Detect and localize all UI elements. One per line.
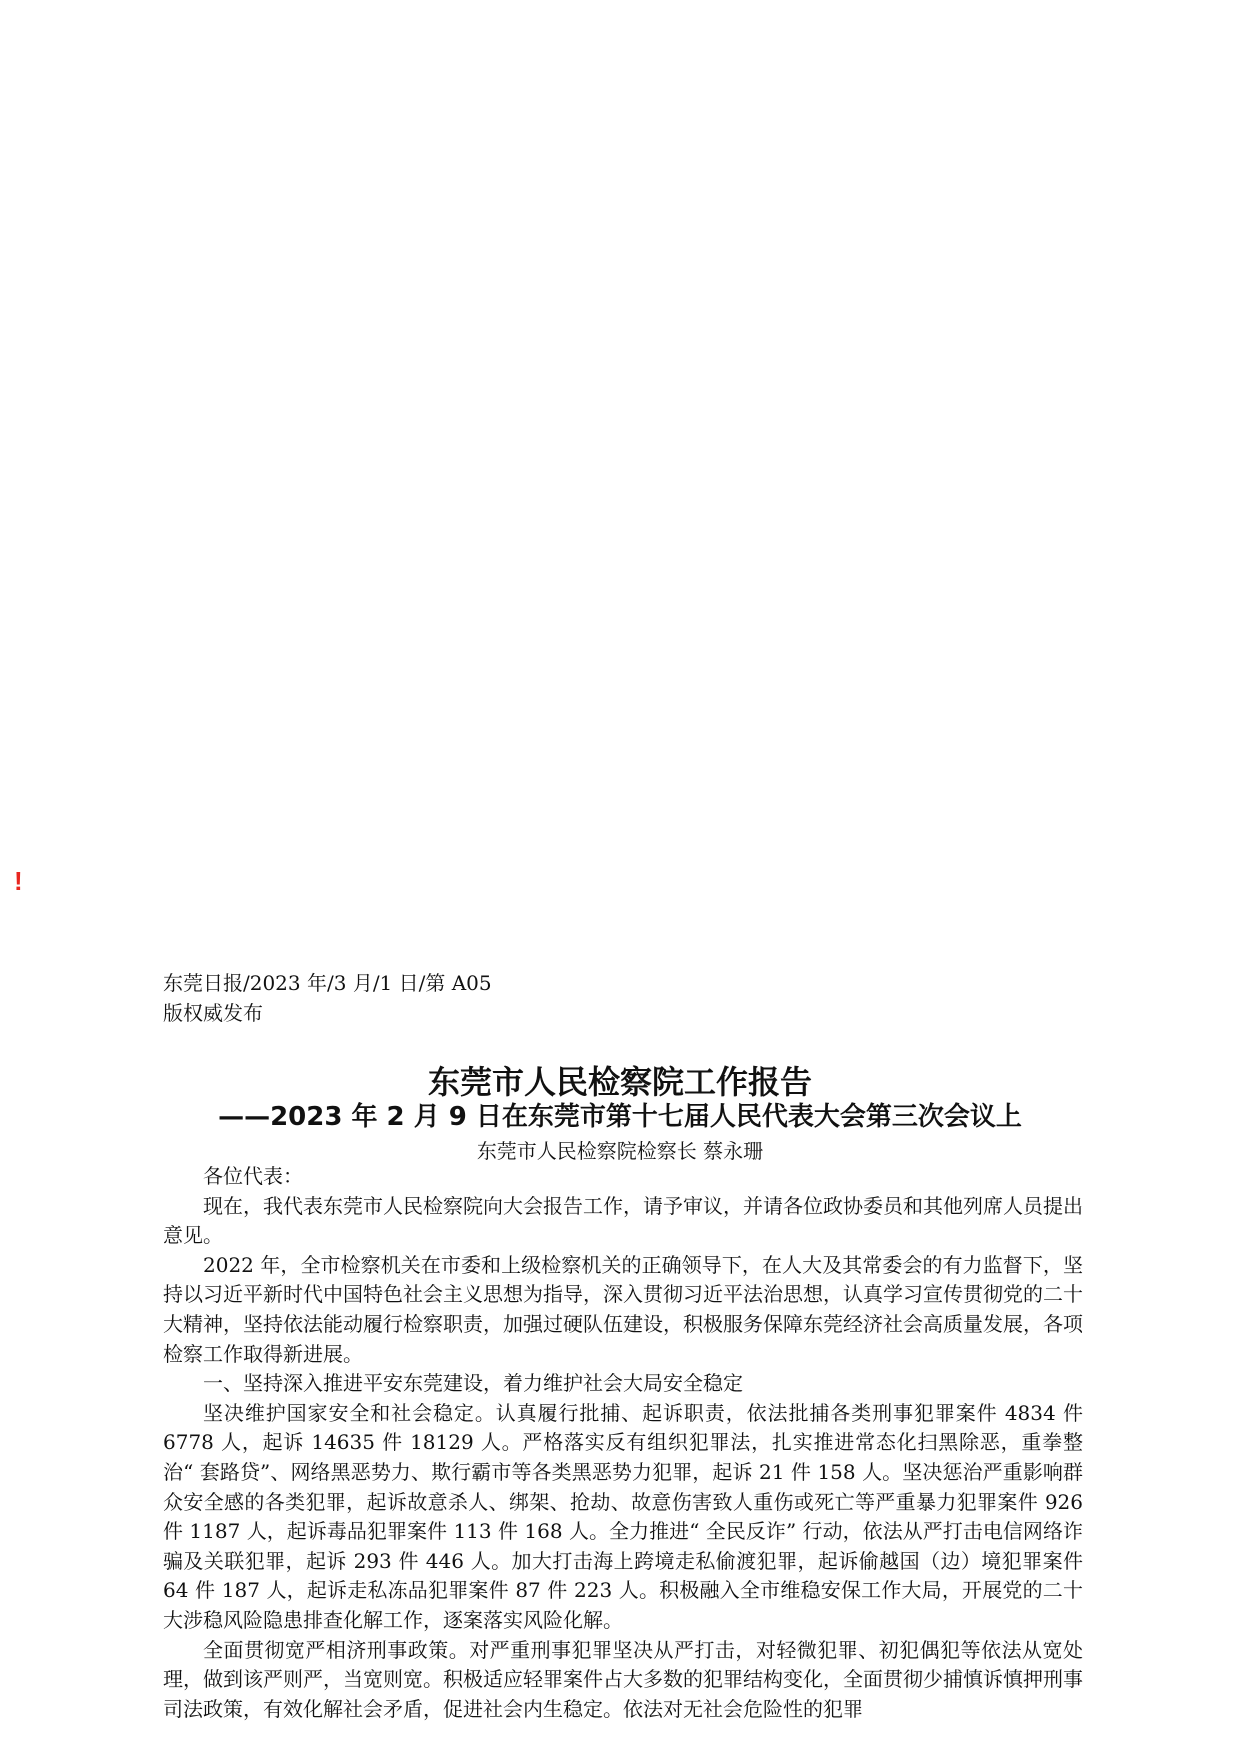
author-byline: 东莞市人民检察院检察长 蔡永珊 (476, 1139, 764, 1163)
body-paragraph: 全面贯彻宽严相济刑事政策。对严重刑事犯罪坚决从严打击，对轻微犯罪、初犯偶犯等依法从宽处理，做到该严则严，当宽则宽。积极适应轻罪案件占大多数的犯罪结构变化，全面贯彻少捕慎诉慎押刑事司法政策，有效化解社会矛盾，促进社会内生稳定。依法对无社会危险性的犯罪 (163, 1637, 1083, 1721)
source-line: 东莞日报/2023 年/3 月/1 日/第 A05 (163, 971, 492, 995)
margin-exclamation-mark: ! (14, 866, 23, 896)
salutation: 各位代表： (203, 1164, 303, 1188)
report-title: 东莞市人民检察院工作报告 (427, 1063, 812, 1101)
body-paragraph: 坚决维护国家安全和社会稳定。认真履行批捕、起诉职责，依法批捕各类刑事犯罪案件 4834 件 6778 人，起诉 14635 件 18129 人。严格落实反有组织犯罪法，扎实推进常态化扫黑除恶，重拳整治“ 套路贷”、网络黑恶势力、欺行霸市等各类黑恶势力犯罪，起诉 21 件 158 人。坚决惩治严重影响群众安全感的各类犯罪，起诉故意杀人、绑架、抢劫、故意伤害致人重伤或死亡等严重暴力犯罪案件 926 件 1187 人，起诉毒品犯罪案件 113 件 168 人。全力推进“ 全民反诈” 行动，依法从严打击电信网络诈骗及关联犯罪，起诉 293 件 446 人。加大打击海上跨境走私偷渡犯罪，起诉偷越国（边）境犯罪案件 64 件 187 人，起诉走私冻品犯罪案件 87 件 223 人。积极融入全市维稳安保工作大局，开展党的二十大涉稳风险隐患排查化解工作，逐案落实风险化解。 (163, 1400, 1083, 1632)
report-subtitle: ——2023 年 2 月 9 日在东莞市第十七届人民代表大会第三次会议上 (218, 1102, 1022, 1132)
body-paragraph: 现在，我代表东莞市人民检察院向大会报告工作，请予审议，并请各位政协委员和其他列席人员提出意见。 (163, 1193, 1083, 1248)
report-body (163, 1162, 1083, 1724)
section-line: 版权威发布 (163, 1001, 263, 1025)
section-heading: 一、坚持深入推进平安东莞建设，着力维护社会大局安全稳定 (203, 1371, 743, 1396)
body-paragraph: 2022 年，全市检察机关在市委和上级检察机关的正确领导下，在人大及其常委会的有力监督下，坚持以习近平新时代中国特色社会主义思想为指导，深入贯彻习近平法治思想，认真学习宣传贯彻党的二十大精神，坚持依法能动履行检察职责，加强过硬队伍建设，积极服务保障东莞经济社会高质量发展，各项检察工作取得新进展。 (163, 1252, 1083, 1366)
source-info (163, 968, 492, 1028)
